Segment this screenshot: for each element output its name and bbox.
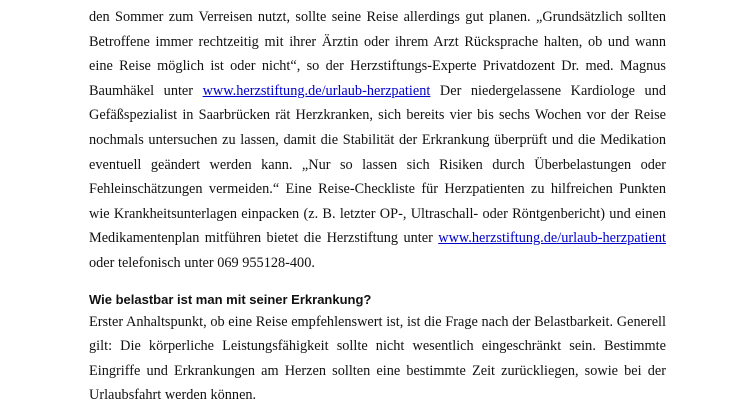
herzstiftung-link[interactable]: www.herzstiftung.de/urlaub-herzpatient <box>202 82 431 99</box>
body-paragraph-2: Erster Anhaltspunkt, ob eine Reise empfehlenswert ist, ist die Frage nach der Belastbarkeit. Generell gilt: Die körperliche Leistungsfähigkeit sollte nicht wesentlich eingeschränkt sein. Bestimmte Eingriffe und Erkrankungen am Herzen sollten eine bestimmte Zeit zurückliegen, sowie bei der Urlaubsfahrt werden können. <box>89 313 666 404</box>
paragraph-text-2: Der niedergelassene Kardiologe und Gefäßspezialist in Saarbrücken rät Herzkranken, sich bereits vier bis sechs Wochen vor der Reise nochmals untersuchen zu lassen, damit die Stabilität der Erkrankung überprüft und die Medikation eventuell geändert werden kann. „Nur so lassen sich Risiken durch Überbelastungen oder Fehleinschätzungen vermeiden.“ Eine Reise-Checkliste für Herzpatienten zu hilfreichen Punkten wie Krankheitsunterlagen einpacken (z. B. letzter OP-, Ultraschall- oder Röntgenbericht) und einen Medikamentenplan mitführen bietet die Herzstiftung unter <box>89 82 666 247</box>
paragraph-text-3: oder telefonisch unter 069 955128-400. <box>89 254 315 271</box>
document-page <box>89 5 666 408</box>
body-paragraph <box>89 5 666 276</box>
paragraph-text-1: den Sommer zum Verreisen nutzt, sollte seine Reise allerdings gut planen. „Grundsätzlich sollten Betroffene immer rechtzeitig mit ihrer Ärztin oder ihrem Arzt Rücksprache halten, ob und wann eine Reise möglich ist oder nicht“, so der Herzstiftungs-Experte Privatdozent Dr. med. Magnus Baumhäkel unter <box>89 9 666 99</box>
section-heading: Wie belastbar ist man mit seiner Erkrankung? <box>89 291 372 307</box>
herzstiftung-link-2[interactable]: www.herzstiftung.de/urlaub-herzpatient <box>438 230 666 247</box>
